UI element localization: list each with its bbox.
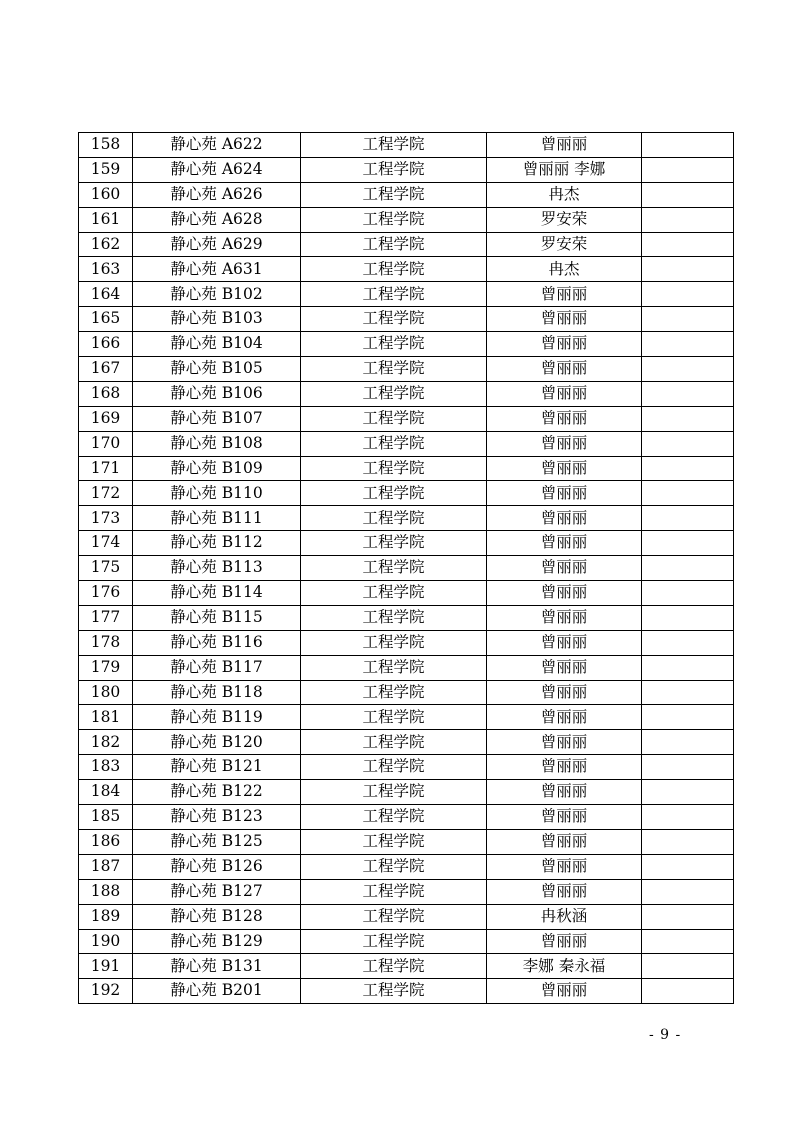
staff-cell: 曾丽丽 <box>487 381 642 406</box>
room-cell: 静心苑 B127 <box>133 879 301 904</box>
row-number-cell: 162 <box>79 232 133 257</box>
page-number: - 9 - <box>649 1027 682 1043</box>
table-row <box>79 630 734 655</box>
college-cell: 工程学院 <box>301 954 487 979</box>
staff-cell: 曾丽丽 <box>487 431 642 456</box>
room-cell: 静心苑 A624 <box>133 157 301 182</box>
remarks-cell <box>642 381 734 406</box>
table-row <box>79 904 734 929</box>
room-cell: 静心苑 B123 <box>133 805 301 830</box>
room-cell: 静心苑 B103 <box>133 307 301 332</box>
room-cell: 静心苑 B113 <box>133 556 301 581</box>
college-cell: 工程学院 <box>301 805 487 830</box>
remarks-cell <box>642 605 734 630</box>
college-cell: 工程学院 <box>301 357 487 382</box>
staff-cell: 罗安荣 <box>487 232 642 257</box>
row-number-cell: 160 <box>79 182 133 207</box>
remarks-cell <box>642 456 734 481</box>
table-row <box>79 506 734 531</box>
remarks-cell <box>642 207 734 232</box>
room-cell: 静心苑 B115 <box>133 605 301 630</box>
table-row <box>79 605 734 630</box>
room-cell: 静心苑 A626 <box>133 182 301 207</box>
table-body <box>79 133 734 1004</box>
row-number-cell: 185 <box>79 805 133 830</box>
college-cell: 工程学院 <box>301 157 487 182</box>
remarks-cell <box>642 730 734 755</box>
college-cell: 工程学院 <box>301 506 487 531</box>
table-row <box>79 556 734 581</box>
row-number-cell: 192 <box>79 979 133 1004</box>
college-cell: 工程学院 <box>301 207 487 232</box>
room-cell: 静心苑 B128 <box>133 904 301 929</box>
table-row <box>79 755 734 780</box>
remarks-cell <box>642 182 734 207</box>
room-cell: 静心苑 B131 <box>133 954 301 979</box>
table-row <box>79 282 734 307</box>
remarks-cell <box>642 581 734 606</box>
room-cell: 静心苑 B129 <box>133 929 301 954</box>
remarks-cell <box>642 556 734 581</box>
table-row <box>79 829 734 854</box>
row-number-cell: 186 <box>79 829 133 854</box>
college-cell: 工程学院 <box>301 406 487 431</box>
table-row <box>79 581 734 606</box>
row-number-cell: 170 <box>79 431 133 456</box>
row-number-cell: 176 <box>79 581 133 606</box>
table-row <box>79 705 734 730</box>
staff-cell: 曾丽丽 <box>487 780 642 805</box>
room-cell: 静心苑 B114 <box>133 581 301 606</box>
staff-cell: 冉杰 <box>487 257 642 282</box>
staff-cell: 曾丽丽 <box>487 805 642 830</box>
room-cell: 静心苑 B120 <box>133 730 301 755</box>
row-number-cell: 159 <box>79 157 133 182</box>
staff-cell: 曾丽丽 <box>487 605 642 630</box>
table-row <box>79 381 734 406</box>
room-cell: 静心苑 A622 <box>133 133 301 158</box>
room-cell: 静心苑 B119 <box>133 705 301 730</box>
room-cell: 静心苑 B110 <box>133 481 301 506</box>
remarks-cell <box>642 481 734 506</box>
remarks-cell <box>642 406 734 431</box>
table-row <box>79 456 734 481</box>
table-row <box>79 730 734 755</box>
row-number-cell: 183 <box>79 755 133 780</box>
staff-cell: 李娜 秦永福 <box>487 954 642 979</box>
table-row <box>79 531 734 556</box>
room-cell: 静心苑 B121 <box>133 755 301 780</box>
remarks-cell <box>642 431 734 456</box>
staff-cell: 曾丽丽 <box>487 630 642 655</box>
staff-cell: 曾丽丽 <box>487 730 642 755</box>
remarks-cell <box>642 655 734 680</box>
room-cell: 静心苑 B102 <box>133 282 301 307</box>
table-row <box>79 979 734 1004</box>
row-number-cell: 169 <box>79 406 133 431</box>
staff-cell: 曾丽丽 <box>487 332 642 357</box>
table-row <box>79 780 734 805</box>
remarks-cell <box>642 780 734 805</box>
table-row <box>79 431 734 456</box>
remarks-cell <box>642 282 734 307</box>
staff-cell: 曾丽丽 <box>487 307 642 332</box>
table-row <box>79 805 734 830</box>
college-cell: 工程学院 <box>301 680 487 705</box>
row-number-cell: 189 <box>79 904 133 929</box>
remarks-cell <box>642 680 734 705</box>
table-row <box>79 232 734 257</box>
college-cell: 工程学院 <box>301 531 487 556</box>
table-row <box>79 157 734 182</box>
row-number-cell: 164 <box>79 282 133 307</box>
remarks-cell <box>642 257 734 282</box>
table-row <box>79 307 734 332</box>
college-cell: 工程学院 <box>301 705 487 730</box>
table-row <box>79 133 734 158</box>
table-row <box>79 332 734 357</box>
row-number-cell: 188 <box>79 879 133 904</box>
staff-cell: 曾丽丽 <box>487 655 642 680</box>
college-cell: 工程学院 <box>301 182 487 207</box>
dormitory-assignment-table <box>78 132 734 1004</box>
staff-cell: 曾丽丽 <box>487 879 642 904</box>
remarks-cell <box>642 829 734 854</box>
room-cell: 静心苑 B116 <box>133 630 301 655</box>
remarks-cell <box>642 133 734 158</box>
room-cell: 静心苑 B122 <box>133 780 301 805</box>
room-cell: 静心苑 B118 <box>133 680 301 705</box>
row-number-cell: 158 <box>79 133 133 158</box>
staff-cell: 曾丽丽 <box>487 406 642 431</box>
college-cell: 工程学院 <box>301 929 487 954</box>
row-number-cell: 163 <box>79 257 133 282</box>
row-number-cell: 166 <box>79 332 133 357</box>
row-number-cell: 179 <box>79 655 133 680</box>
table-row <box>79 182 734 207</box>
table-row <box>79 655 734 680</box>
room-cell: 静心苑 B105 <box>133 357 301 382</box>
staff-cell: 曾丽丽 <box>487 481 642 506</box>
room-cell: 静心苑 B125 <box>133 829 301 854</box>
staff-cell: 冉杰 <box>487 182 642 207</box>
staff-cell: 冉秋涵 <box>487 904 642 929</box>
room-cell: 静心苑 B108 <box>133 431 301 456</box>
staff-cell: 罗安荣 <box>487 207 642 232</box>
room-cell: 静心苑 A629 <box>133 232 301 257</box>
remarks-cell <box>642 755 734 780</box>
remarks-cell <box>642 929 734 954</box>
row-number-cell: 175 <box>79 556 133 581</box>
remarks-cell <box>642 506 734 531</box>
row-number-cell: 180 <box>79 680 133 705</box>
college-cell: 工程学院 <box>301 755 487 780</box>
college-cell: 工程学院 <box>301 431 487 456</box>
staff-cell: 曾丽丽 <box>487 854 642 879</box>
room-cell: 静心苑 B111 <box>133 506 301 531</box>
college-cell: 工程学院 <box>301 979 487 1004</box>
row-number-cell: 177 <box>79 605 133 630</box>
staff-cell: 曾丽丽 <box>487 979 642 1004</box>
remarks-cell <box>642 157 734 182</box>
row-number-cell: 178 <box>79 630 133 655</box>
college-cell: 工程学院 <box>301 481 487 506</box>
room-cell: 静心苑 A628 <box>133 207 301 232</box>
room-cell: 静心苑 B112 <box>133 531 301 556</box>
row-number-cell: 168 <box>79 381 133 406</box>
remarks-cell <box>642 904 734 929</box>
remarks-cell <box>642 879 734 904</box>
remarks-cell <box>642 979 734 1004</box>
college-cell: 工程学院 <box>301 556 487 581</box>
college-cell: 工程学院 <box>301 605 487 630</box>
remarks-cell <box>642 854 734 879</box>
row-number-cell: 167 <box>79 357 133 382</box>
staff-cell: 曾丽丽 <box>487 133 642 158</box>
college-cell: 工程学院 <box>301 904 487 929</box>
remarks-cell <box>642 357 734 382</box>
college-cell: 工程学院 <box>301 854 487 879</box>
room-cell: 静心苑 A631 <box>133 257 301 282</box>
college-cell: 工程学院 <box>301 730 487 755</box>
room-cell: 静心苑 B117 <box>133 655 301 680</box>
row-number-cell: 182 <box>79 730 133 755</box>
table-row <box>79 481 734 506</box>
college-cell: 工程学院 <box>301 232 487 257</box>
college-cell: 工程学院 <box>301 332 487 357</box>
row-number-cell: 165 <box>79 307 133 332</box>
staff-cell: 曾丽丽 <box>487 705 642 730</box>
staff-cell: 曾丽丽 <box>487 357 642 382</box>
staff-cell: 曾丽丽 <box>487 556 642 581</box>
college-cell: 工程学院 <box>301 655 487 680</box>
college-cell: 工程学院 <box>301 456 487 481</box>
table-row <box>79 680 734 705</box>
room-cell: 静心苑 B109 <box>133 456 301 481</box>
remarks-cell <box>642 307 734 332</box>
row-number-cell: 172 <box>79 481 133 506</box>
staff-cell: 曾丽丽 <box>487 829 642 854</box>
college-cell: 工程学院 <box>301 257 487 282</box>
remarks-cell <box>642 705 734 730</box>
college-cell: 工程学院 <box>301 581 487 606</box>
remarks-cell <box>642 232 734 257</box>
staff-cell: 曾丽丽 <box>487 581 642 606</box>
college-cell: 工程学院 <box>301 133 487 158</box>
row-number-cell: 187 <box>79 854 133 879</box>
row-number-cell: 191 <box>79 954 133 979</box>
room-cell: 静心苑 B104 <box>133 332 301 357</box>
row-number-cell: 181 <box>79 705 133 730</box>
staff-cell: 曾丽丽 <box>487 680 642 705</box>
room-cell: 静心苑 B106 <box>133 381 301 406</box>
table-row <box>79 854 734 879</box>
college-cell: 工程学院 <box>301 307 487 332</box>
room-cell: 静心苑 B126 <box>133 854 301 879</box>
table-row <box>79 954 734 979</box>
remarks-cell <box>642 954 734 979</box>
remarks-cell <box>642 332 734 357</box>
room-cell: 静心苑 B201 <box>133 979 301 1004</box>
college-cell: 工程学院 <box>301 829 487 854</box>
college-cell: 工程学院 <box>301 381 487 406</box>
remarks-cell <box>642 805 734 830</box>
row-number-cell: 161 <box>79 207 133 232</box>
staff-cell: 曾丽丽 <box>487 755 642 780</box>
staff-cell: 曾丽丽 <box>487 929 642 954</box>
row-number-cell: 174 <box>79 531 133 556</box>
row-number-cell: 171 <box>79 456 133 481</box>
staff-cell: 曾丽丽 <box>487 531 642 556</box>
table-row <box>79 357 734 382</box>
staff-cell: 曾丽丽 李娜 <box>487 157 642 182</box>
row-number-cell: 184 <box>79 780 133 805</box>
table-row <box>79 879 734 904</box>
staff-cell: 曾丽丽 <box>487 506 642 531</box>
college-cell: 工程学院 <box>301 630 487 655</box>
college-cell: 工程学院 <box>301 282 487 307</box>
table-row <box>79 207 734 232</box>
table-row <box>79 929 734 954</box>
remarks-cell <box>642 531 734 556</box>
college-cell: 工程学院 <box>301 879 487 904</box>
staff-cell: 曾丽丽 <box>487 456 642 481</box>
staff-cell: 曾丽丽 <box>487 282 642 307</box>
remarks-cell <box>642 630 734 655</box>
table-row <box>79 406 734 431</box>
row-number-cell: 173 <box>79 506 133 531</box>
row-number-cell: 190 <box>79 929 133 954</box>
college-cell: 工程学院 <box>301 780 487 805</box>
room-cell: 静心苑 B107 <box>133 406 301 431</box>
table-row <box>79 257 734 282</box>
